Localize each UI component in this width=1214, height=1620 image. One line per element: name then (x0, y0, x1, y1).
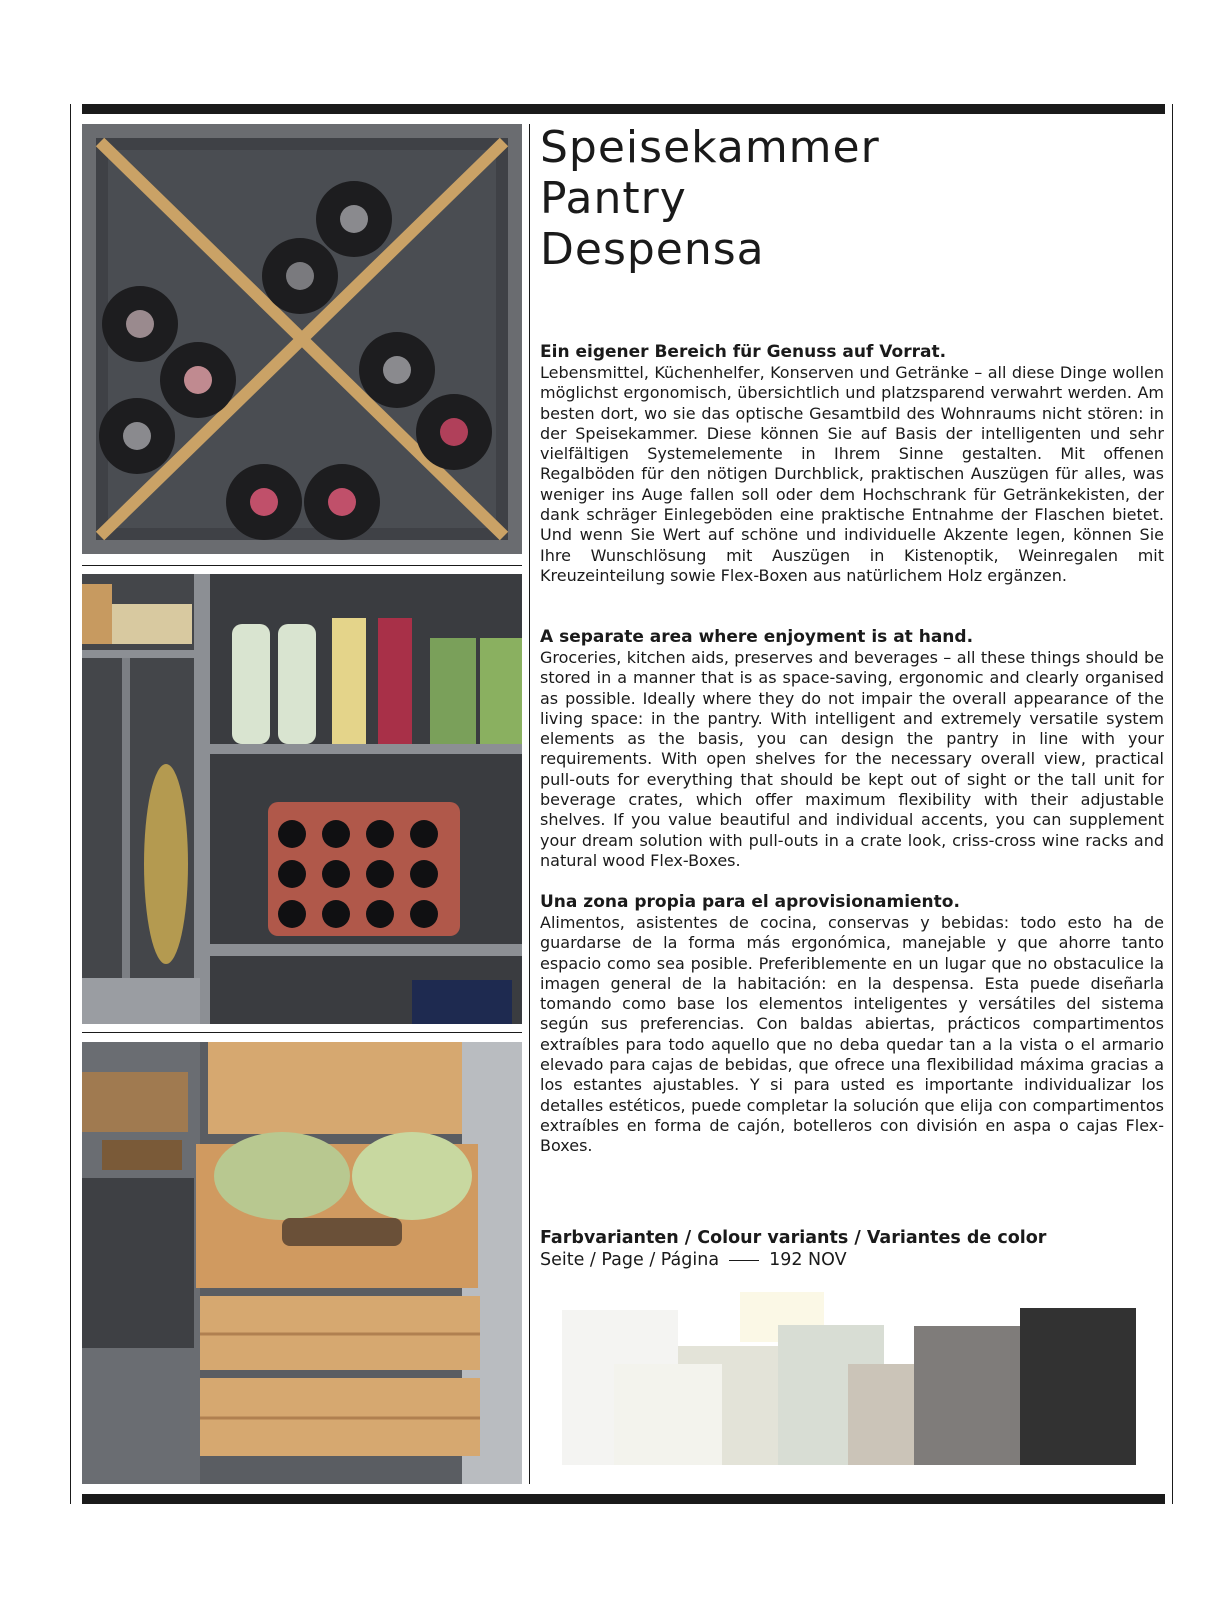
pantry-shelves-photo (82, 574, 522, 1024)
page-reference (540, 1249, 1164, 1271)
section-body: Lebensmittel, Küchenhelfer, Konserven und Getränke – all diese Dinge wollen möglichst ergonomisch, übersichtlich und platzsparend verwahrt werden. Am besten dort, wo sie das optische Gesamtbild des Wohnraums nicht stören: in der Speisekammer. Diese können Sie auf Basis der intelligenten und sehr vielfältigen Systemelemente in Ihrem Sinne gestalten. Mit offenen Regalböden für den nötigen Durchblick, praktischen Auszügen für alles, was weniger ins Auge fallen soll oder dem Hochschrank für Getränkekisten, der dank schräger Einlegeböden eine praktische Entnahme der Flaschen bietet. Und wenn Sie Wert auf schöne und individuelle Akzente legen, können Sie Ihre Wunschlösung mit Auszügen in Kistenoptik, Weinregalen mit Kreuzeinteilung sowie Flex-Boxen aus natürlichem Holz ergänzen. (540, 363, 1164, 585)
wine-rack-photo (82, 124, 522, 554)
column-divider (529, 124, 530, 1484)
swatch-anthracite (1020, 1308, 1136, 1465)
colour-variants-heading: Farbvarianten / Colour variants / Variantes de color (540, 1228, 1047, 1248)
section-heading: Ein eigener Bereich für Genuss auf Vorrat. (540, 342, 947, 362)
page-reference-value: 192 NOV (769, 1250, 847, 1270)
title-spanish: Despensa (540, 224, 765, 275)
title-english: Pantry (540, 173, 687, 224)
right-frame-line (1172, 104, 1173, 1504)
dash-line (729, 1260, 759, 1261)
photo-divider-2 (82, 1032, 522, 1033)
section-german (540, 342, 1164, 586)
section-body: Groceries, kitchen aids, preserves and beverages – all these things should be stored in a manner that is as space-saving, ergonomic and clearly organised as possible. Ideally where they do not impair the overall appearance of the living space: in the pantry. With intelligent and extremely versatile system elements as the basis, you can design the pantry in line with your requirements. With open shelves for the necessary overall view, practical pull-outs for everything that should be kept out of sight or the tall unit for beverage crates, which offer maximum flexibility with their adjustable shelves. If you value beautiful and individual accents, you can supplement your dream solution with pull-outs in a crate look, criss-cross wine racks and natural wood Flex-Boxes. (540, 648, 1164, 870)
page-reference-label: Seite / Page / Página (540, 1250, 720, 1270)
vegetable-crates-photo (82, 1042, 522, 1484)
top-frame-bar (82, 104, 1165, 114)
section-english (540, 627, 1164, 871)
photo-divider-1 (82, 565, 522, 566)
section-spanish (540, 892, 1164, 1157)
section-heading: A separate area where enjoyment is at hand. (540, 627, 974, 647)
left-frame-line (70, 104, 71, 1504)
section-heading: Una zona propia para el aprovisionamiento. (540, 892, 960, 912)
swatch-off-white (614, 1364, 722, 1465)
colour-variants-block (540, 1227, 1164, 1271)
title-german: Speisekammer (540, 122, 880, 173)
bottom-frame-bar (82, 1494, 1165, 1504)
section-body: Alimentos, asistentes de cocina, conservas y bebidas: todo esto ha de guardarse de la forma más ergonómica, manejable y que ahorre tanto espacio como sea posible. Preferiblemente en un lugar que no obstaculice la imagen general de la habitación: en la despensa. Esta puede diseñarla tomando como base los elementos inteligentes y versátiles del sistema según sus preferencias. Con baldas abiertas, prácticos compartimentos extraíbles para todo aquello que no deba quedar tan a la vista o el armario elevado para cajas de bebidas, que ofrece una flexibilidad máxima gracias a los estantes ajustables. Y si para usted es importante individualizar los detalles estéticos, puede completar la solución que elija con compartimentos extraíbles en forma de cajón, botelleros con división en aspa o cajas Flex-Boxes. (540, 913, 1164, 1156)
